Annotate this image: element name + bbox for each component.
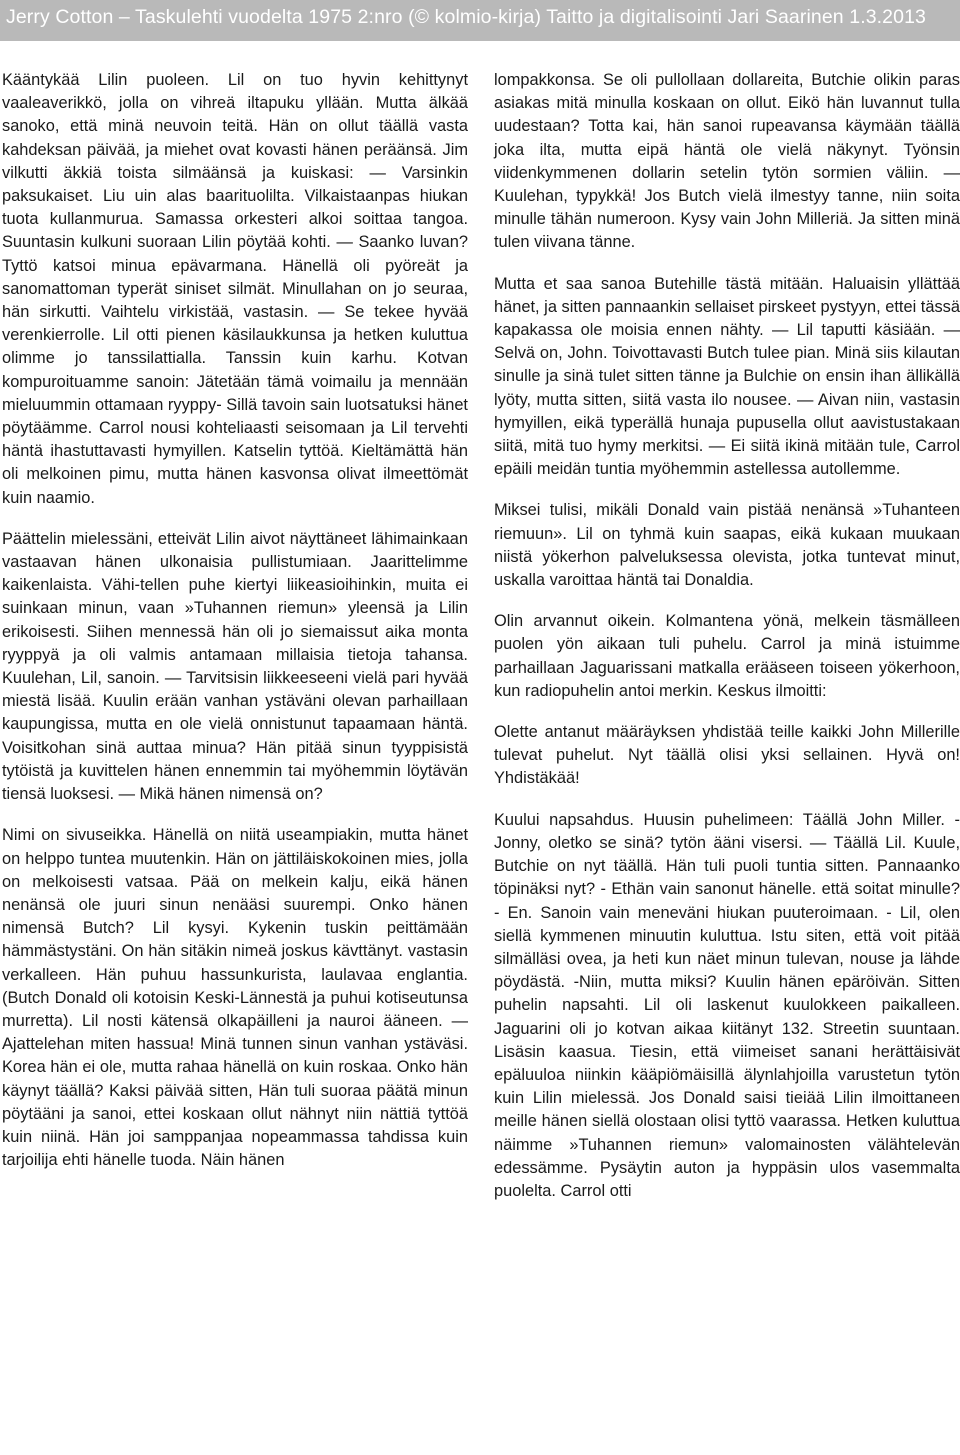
paragraph: Kuului napsahdus. Huusin puhelimeen: Täällä John Miller. - Jonny, oletko se sinä? tytön ääni visersi. — Täällä Lil. Kuule, Butchie on nyt täällä. Hän tuli puoli tuntia sitten. Pannaanko töpinäksi nyt? - Ethän vain sanonut hänelle. että soitat minulle? - En. Sanoin vain meneväni hiukan puuteroimaan. - Lil, olen siellä kymmenen minuutin kuluttua. Istu siten, että voit pitää silmälläsi ovea, ja heti kun näet minun tulevan, nouse ja lähde pöydästä. -Niin, mutta miksi? Kuulin hänen epäröivän. Sitten puhelin napsahti. Lil oli laskenut kuulokkeen paikalleen. Jaguarini oli jo kotvan aikaa kiitänyt 132. Streetin suuntaan. Lisäsin kaasua. Tiesin, että viimeiset sanani herättäisivät epäluuloa niinkin kääpiömäisillä älynlahjoilla varustetun tytön kuin Lilin mielessä. Jos Donald saisi tieiää Lilin ilmoittaneen meille hänen siellä olostaan olisi tyttö vaarassa. Hetken kuluttua näimme »Tuhannen riemun» valomainosten välähtelevän edessämme. Pysäytin auton ja hyppäsin ulos vasemmalta puolelta. Carrol otti	[494, 810, 960, 1200]
paragraph: Päättelin mielessäni, etteivät Lilin aivot näyttäneet lähimainkaan vastaavan hänen ulkonaisia pullistumiaan. Jaarittelimme kaikenlaista. Vähi-tellen puhe kiertyi liikeasioihinkin, muita ei suinkaan minun, vaan »Tuhannen riemun» yleensä ja Lilin erikoisesti. Siihen mennessä hän oli jo siemaissut aika monta ryyppyä ja oli valmis antamaan millaisia tietoja tahansa. Kuulehan, Lil, sanoin. — Tarvitsisin liikkeeseeni vielä pari hyvää miestä lisää. Kuulin erään vanhan ystäväni olevan parhaillaan kaupungissa, mutta en ole vielä onnistunut tapaamaan häntä. Voisitkohan sinä auttaa minua? Hän pitää sinun tyyppisistä tytöistä ja kuvittelen hänen ennemmin tai myöhemmin löytävän tiensä luoksesi. — Mikä hänen nimensä on?	[2, 529, 468, 804]
right-column	[494, 69, 960, 1221]
paragraph: Nimi on sivuseikka. Hänellä on niitä useampiakin, mutta hänet on helppo tuntea muutenkin. Hän on jättiläiskokoinen mies, jolla on melkoisesti vatsaa. Pää on melkein kalju, eikä hänen nenänsä ole juuri sinun nenääsi suurempi. Onko hänen nimensä Butch? Lil kysyi. Kykenin tuskin peittämään hämmästystäni. On hän sitäkin nimeä joskus kävttänyt. vastasin verkalleen. Hän puhuu hassunkurista, laulavaa englantia. (Butch Donald oli kotoisin Keski-Lännestä ja puhui kotiseutunsa murretta). Lil nosti kätensä olkapäilleni ja nauroi ääneen. — Ajattelehan miten hassua! Minä tunnen sinun vanhan ystäväsi. Korea hän ei ole, mutta rahaa hänellä on kuin roskaa. Onko hän käynyt täällä? Kaksi päivää sitten, Hän tuli suoraa päätä minun pöytääni ja sanoi, ettei koskaan ollut nähnyt niin nättiä tyttöä kuin niinä. Hän joi samppanjaa nopeammassa tahdissa kuin tarjoilija ehti hänelle tuoda. Näin hänen	[2, 826, 468, 1170]
paragraph: lompakkonsa. Se oli pullollaan dollareita, Butchie olikin paras asiakas mitä minulla koskaan on ollut. Eikö hän luvannut tulla uudestaan? Totta kai, hän sanoi rupeavansa käymään täällä joka ilta, mutta eipä häntä ole vielä näkynyt. Työnsin viidenkymmenen dollarin setelin tytön sormien väliin. — Kuulehan, typykkä! Jos Butch vielä ilmestyy tanne, niin soita minulle tähän numeroon. Kysy vain John Milleriä. Ja sitten minä tulen viivana tänne.	[494, 71, 960, 252]
left-column	[2, 69, 468, 1190]
paragraph: Olette antanut määräyksen yhdistää teille kaikki John Millerille tulevat puhelut. Nyt täällä olisi yksi sellainen. Hyvä on! Yhdistäkää!	[494, 723, 960, 788]
paragraph: Miksei tulisi, mikäli Donald vain pistää nenänsä »Tuhanteen riemuun». Lil on tyhmä kuin saapas, eikä kukaan muukaan niistä yökerhon palveluksessa olevista, jotka tuntevat minut, uskalla varoittaa häntä tai Donaldia.	[494, 501, 960, 590]
paragraph: Mutta et saa sanoa Butehille tästä mitään. Haluaisin yllättää hänet, ja sitten pannaankin sellaiset pirskeet pystyyn, ettei tässä kapakassa ole moisia ennen nähty. — Lil taputti käsiään. — Selvä on, John. Toivottavasti Butch tulee pian. Minä siis kilautan sinulle ja sinä tulet sitten tänne ja Bulchie on ensin ihan ällikällä lyöty, mutta sitten, siitä vasta ilo nousee. — Aivan niin, vastasin hymyillen, eikä typerällä hunaja pupusella ollut aavistustakaan siitä, mitä tuo hymy merkitsi. — Ei siitä ikinä mitään tule, Carrol epäili meidän tuntia myöhemmin astellessa autollemme.	[494, 274, 960, 479]
header-title: Jerry Cotton – Taskulehti vuodelta 1975 2:nro (© kolmio-kirja) Taitto ja digitalisointi Jari Saarinen 1.3.2013	[6, 6, 926, 28]
page-header	[0, 0, 960, 41]
paragraph: Kääntykää Lilin puoleen. Lil on tuo hyvin kehittynyt vaaleaverikkö, jolla on vihreä iltapuku yllään. Mutta älkää sanoko, että minä neuvoin teitä. Hän on ollut täällä vasta kahdeksan päivää, ja miehet ovat kovasti hänen peräänsä. Jim vilkutti äkkiä toista silmäänsä ja kuiskasi: — Varsinkin paksukaiset. Liu uin alas baarituolilta. Vilkaistaanpas hiukan tuota kullanmurua. Samassa orkesteri alkoi soittaa tangoa. Suuntasin kulkuni suoraan Lilin pöytää kohti. — Saanko luvan? Tyttö katsoi minua epävarmana. Hänellä oli pyöreät ja sanomattoman typerät siniset silmät. Minullahan on jo seuraa, hän sirkutti. Vaihtelu virkistää, vastasin. — Se tekee hyvää verenkierrolle. Lil otti pienen käsilaukkunsa ja hetken kuluttua olimme jo tanssilattialla. Tanssin kuin karhu. Kotvan kompuroituamme sanoin: Jätetään tämä voimailu ja mennään mieluummin ottamaan ryyppy- Sillä tavoin sain luotsatuksi hänet pöytäämme. Carrol nousi kohteliaasti seisomaan ja Lil tervehti häntä ihastuttavasti hymyillen. Katselin tyttöä. Kieltämättä hän oli melkoinen pimu, mutta hänen kasvonsa olivat ilmeettömät kuin naamio.	[2, 71, 468, 507]
paragraph: Olin arvannut oikein. Kolmantena yönä, melkein täsmälleen puolen yön aikaan tuli puhelu. Carrol ja minä istuimme parhaillaan Jaguarissani matkalla erääseen toiseen yökerhoon, kun radiopuhelin antoi merkin. Keskus ilmoitti:	[494, 612, 960, 700]
